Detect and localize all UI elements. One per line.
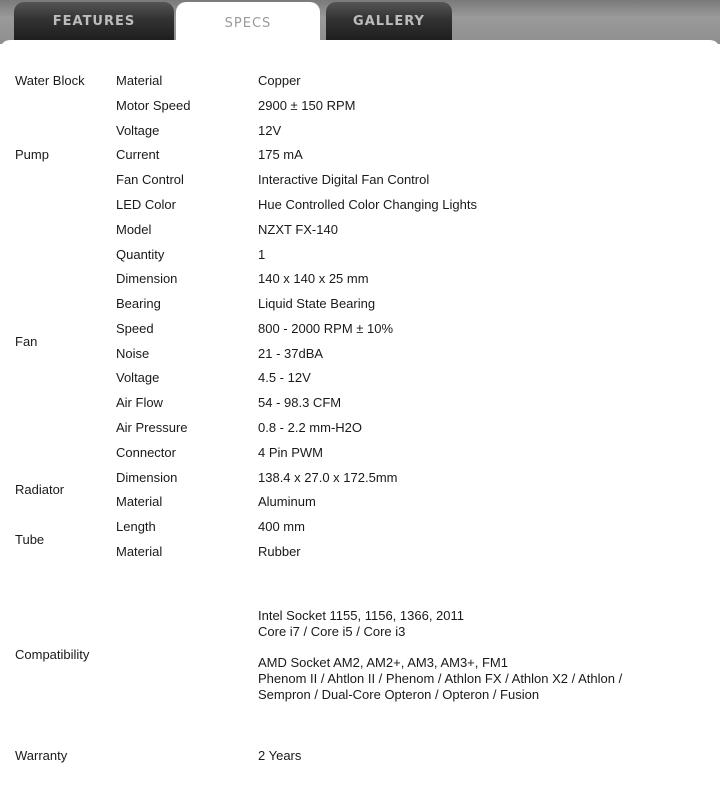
spec-label: Material [116,544,163,559]
spec-value: 21 - 37dBA [258,346,324,361]
spec-label: Motor Speed [116,98,191,113]
spec-value: Rubber [258,544,301,559]
spec-label: Material [116,73,163,88]
spec-value: Copper [258,73,301,88]
spec-value: 138.4 x 27.0 x 172.5mm [258,470,398,485]
group-radiator: Radiator [15,482,65,497]
spec-value: Aluminum [258,494,316,509]
spec-label: Dimension [116,271,178,286]
spec-label: LED Color [116,197,176,212]
spec-label: Air Pressure [116,420,188,435]
spec-label: Quantity [116,247,165,262]
spec-value: 0.8 - 2.2 mm-H2O [258,420,363,435]
group-water-block: Water Block [15,73,85,88]
spec-label: Dimension [116,470,178,485]
spec-label: Voltage [116,123,160,138]
spec-label: Connector [116,445,176,460]
tab-features[interactable]: FEATURES [14,2,174,40]
spec-value: 400 mm [258,519,305,534]
group-tube: Tube [15,532,45,547]
spec-label: Material [116,494,163,509]
spec-label: Model [116,222,152,237]
group-pump: Pump [15,147,49,162]
spec-label: Voltage [116,370,160,385]
spec-value: 175 mA [258,147,303,162]
tab-specs[interactable]: SPECS [176,2,320,44]
warranty-value: 2 Years [258,748,302,763]
spec-label: Noise [116,346,150,361]
spec-value: Liquid State Bearing [258,296,376,311]
spec-value: 54 - 98.3 CFM [258,395,342,410]
spec-value: 12V [258,123,282,138]
compatibility-amd [258,655,622,703]
spec-value: NZXT FX-140 [258,222,338,237]
spec-label: Length [116,519,156,534]
spec-label: Speed [116,321,154,336]
spec-value: 1 [258,247,266,262]
compat-line: Phenom II / Ahtlon II / Phenom / Athlon FX / Athlon X2 / Athlon / [258,671,623,686]
spec-label: Current [116,147,160,162]
group-compatibility: Compatibility [15,647,90,662]
spec-value: Hue Controlled Color Changing Lights [258,197,477,212]
spec-value: 140 x 140 x 25 mm [258,271,369,286]
spec-value: 4 Pin PWM [258,445,324,460]
compat-line: Intel Socket 1155, 1156, 1366, 2011 [258,608,464,623]
spec-label: Bearing [116,296,161,311]
group-fan: Fan [15,334,38,349]
compat-line: AMD Socket AM2, AM2+, AM3, AM3+, FM1 [258,655,508,670]
tab-gallery[interactable]: GALLERY [326,2,452,40]
spec-value: 2900 ± 150 RPM [258,98,356,113]
spec-value: 4.5 - 12V [258,370,311,385]
spec-label: Air Flow [116,395,163,410]
group-warranty: Warranty [15,748,68,763]
spec-value: Interactive Digital Fan Control [258,172,430,187]
spec-value: 800 - 2000 RPM ± 10% [258,321,394,336]
compatibility-intel [258,608,464,640]
compat-line: Sempron / Dual-Core Opteron / Opteron / Fusion [258,687,540,702]
spec-label: Fan Control [116,172,184,187]
compat-line: Core i7 / Core i5 / Core i3 [258,624,406,639]
